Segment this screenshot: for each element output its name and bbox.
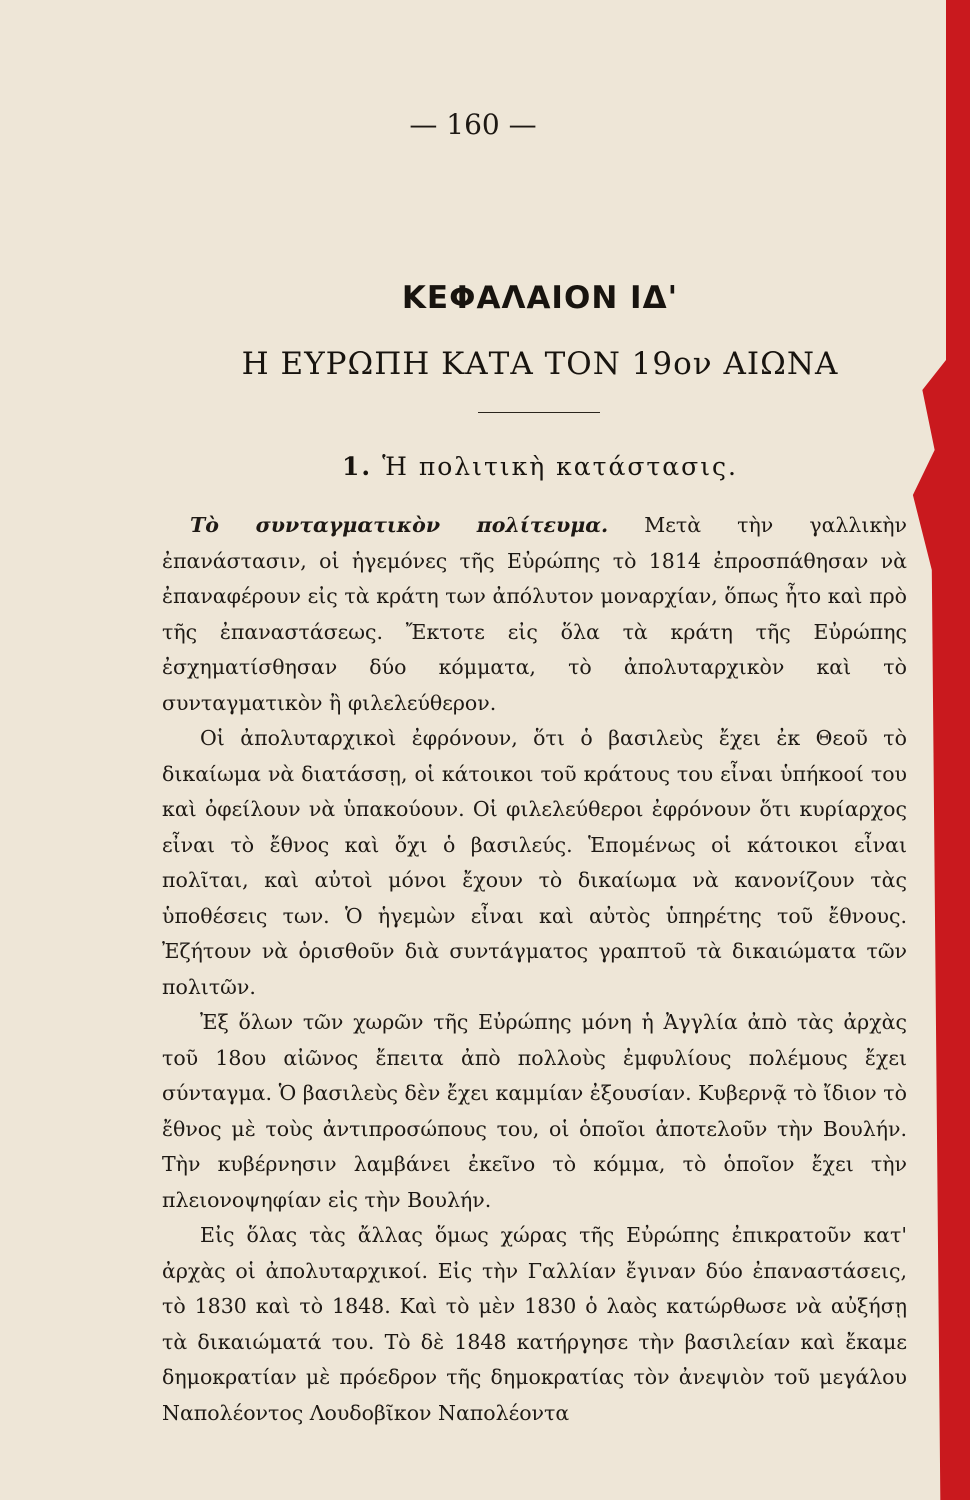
section-heading [0, 452, 970, 481]
chapter-title: ΚΕΦΑΛΑΙΟΝ ΙΔ' [401, 280, 679, 316]
paragraph-2: Οἱ ἀπολυταρχικοὶ ἐφρόνουν, ὅτι ὁ βασιλεὺς ἔχει ἐκ Θεοῦ τὸ δικαίωμα νὰ διατάσσῃ, οἱ κάτοικοι τοῦ κράτους του εἶναι ὑπήκοοί του καὶ ὀφείλουν νὰ ὑπακούουν. Οἱ φιλελεύθεροι ἐφρόνουν ὅτι κυρίαρχος εἶναι τὸ ἔθνος καὶ ὄχι ὁ βασιλεύς. Ἑπομένως οἱ κάτοικοι εἶναι πολῖται, καὶ αὐτοὶ μόνοι ἔχουν τὸ δικαίωμα νὰ κανονίζουν τὰς ὑποθέσεις των. Ὁ ἡγεμὼν εἶναι καὶ αὐτὸς ὑπηρέτης τοῦ ἔθνους. Ἐζήτουν νὰ ὁρισθοῦν διὰ συντάγματος γραπτοῦ τὰ δικαιώματα τῶν πολιτῶν. [162, 726, 907, 999]
body-text [162, 508, 907, 1431]
section-title: Ἡ πολιτικὴ κατάστασις. [382, 452, 738, 481]
paragraph-1 [162, 508, 907, 721]
title-divider [478, 412, 600, 413]
paragraph-lead: Τὸ συνταγματικὸν πολίτευμα. [190, 513, 609, 537]
section-number: 1. [342, 452, 373, 481]
paragraph-4: Εἰς ὅλας τὰς ἄλλας ὅμως χώρας τῆς Εὐρώπης ἐπικρατοῦν κατ' ἀρχὰς οἱ ἀπολυταρχικοί. Εἰς τὴν Γαλλίαν ἔγιναν δύο ἐπαναστάσεις, τὸ 1830 καὶ τὸ 1848. Καὶ τὸ μὲν 1830 ὁ λαὸς κατώρθωσε νὰ αὐξήσῃ τὰ δικαιώματά του. Τὸ δὲ 1848 κατήργησε τὴν βασιλείαν καὶ ἔκαμε δημοκρατίαν μὲ πρόεδρον τῆς δημοκρατίας τὸν ἀνεψιὸν τοῦ μεγάλου Ναπολέοντος Λουδοβῖκον Ναπολέοντα [162, 1223, 907, 1425]
chapter-subtitle: Η ΕΥΡΩΠΗ ΚΑΤΑ ΤΟΝ 19ον ΑΙΩΝΑ [241, 346, 839, 382]
paragraph-text: Μετὰ τὴν γαλλικὴν ἐπανάστασιν, οἱ ἡγεμόνες τῆς Εὐρώπης τὸ 1814 ἐπροσπάθησαν νὰ ἐπαναφέρουν εἰς τὰ κράτη των ἀπόλυτον μοναρχίαν, ὅπως ἦτο καὶ πρὸ τῆς ἐπαναστάσεως. Ἔκτοτε εἰς ὅλα τὰ κράτη τῆς Εὐρώπης ἐσχηματίσθησαν δύο κόμματα, τὸ ἀπολυταρχικὸν καὶ τὸ συνταγματικὸν ἢ φιλελεύθερον. [162, 513, 907, 715]
page-number: — 160 — [409, 108, 537, 141]
paragraph-3: Ἐξ ὅλων τῶν χωρῶν τῆς Εὐρώπης μόνη ἡ Ἀγγλία ἀπὸ τὰς ἀρχὰς τοῦ 18ου αἰῶνος ἔπειτα ἀπὸ πολλοὺς ἐμφυλίους πολέμους ἔχει σύνταγμα. Ὁ βασιλεὺς δὲν ἔχει καμμίαν ἐξουσίαν. Κυβερνᾷ τὸ ἴδιον τὸ ἔθνος μὲ τοὺς ἀντιπροσώπους του, οἱ ὁποῖοι ἀποτελοῦν τὴν Βουλήν. Τὴν κυβέρνησιν λαμβάνει ἐκεῖνο τὸ κόμμα, τὸ ὁποῖον ἔχει τὴν πλειονοψηφίαν εἰς τὴν Βουλήν. [162, 1010, 907, 1212]
